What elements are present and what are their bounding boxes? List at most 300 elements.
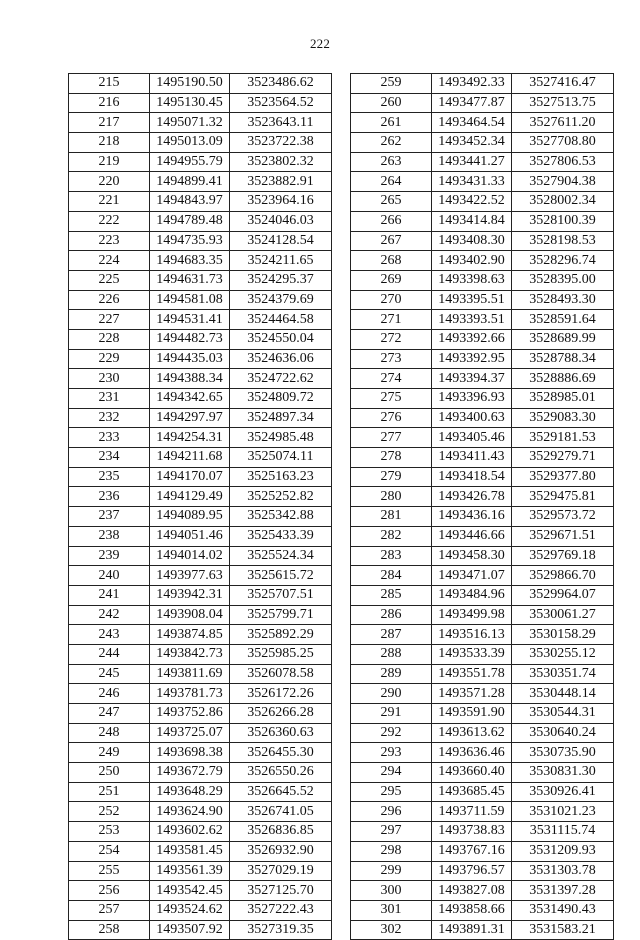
point-number-cell: 245 (69, 664, 150, 684)
point-number-cell: 282 (351, 526, 432, 546)
y-coordinate-cell: 3525985.25 (230, 644, 332, 664)
table-row (69, 625, 332, 645)
point-number-cell: 283 (351, 546, 432, 566)
x-coordinate-cell: 1493767.16 (432, 841, 512, 861)
x-coordinate-cell: 1493624.90 (150, 802, 230, 822)
point-number-cell: 269 (351, 270, 432, 290)
point-number-cell: 215 (69, 74, 150, 94)
x-coordinate-cell: 1493602.62 (150, 822, 230, 842)
y-coordinate-cell: 3524809.72 (230, 389, 332, 409)
y-coordinate-cell: 3527513.75 (512, 93, 614, 113)
table-row (69, 585, 332, 605)
table-row (69, 231, 332, 251)
y-coordinate-cell: 3529475.81 (512, 487, 614, 507)
point-number-cell: 258 (69, 920, 150, 940)
table-row (69, 881, 332, 901)
x-coordinate-cell: 1494735.93 (150, 231, 230, 251)
table-row (351, 743, 614, 763)
point-number-cell: 260 (351, 93, 432, 113)
x-coordinate-cell: 1493752.86 (150, 704, 230, 724)
x-coordinate-cell: 1494051.46 (150, 526, 230, 546)
x-coordinate-cell: 1493858.66 (432, 900, 512, 920)
x-coordinate-cell: 1493516.13 (432, 625, 512, 645)
table-row (351, 290, 614, 310)
table-row (351, 644, 614, 664)
y-coordinate-cell: 3525707.51 (230, 585, 332, 605)
y-coordinate-cell: 3523486.62 (230, 74, 332, 94)
y-coordinate-cell: 3523882.91 (230, 172, 332, 192)
point-number-cell: 238 (69, 526, 150, 546)
point-number-cell: 276 (351, 408, 432, 428)
y-coordinate-cell: 3530255.12 (512, 644, 614, 664)
point-number-cell: 237 (69, 507, 150, 527)
table-row (351, 113, 614, 133)
point-number-cell: 222 (69, 211, 150, 231)
x-coordinate-cell: 1493446.66 (432, 526, 512, 546)
table-row (351, 329, 614, 349)
x-coordinate-cell: 1493874.85 (150, 625, 230, 645)
table-row (69, 389, 332, 409)
table-row (69, 74, 332, 94)
y-coordinate-cell: 3524464.58 (230, 310, 332, 330)
x-coordinate-cell: 1493698.38 (150, 743, 230, 763)
y-coordinate-cell: 3525615.72 (230, 566, 332, 586)
x-coordinate-cell: 1494843.97 (150, 192, 230, 212)
y-coordinate-cell: 3528100.39 (512, 211, 614, 231)
table-row (69, 310, 332, 330)
table-row (69, 211, 332, 231)
table-row (351, 566, 614, 586)
y-coordinate-cell: 3527611.20 (512, 113, 614, 133)
x-coordinate-cell: 1493396.93 (432, 389, 512, 409)
x-coordinate-cell: 1493551.78 (432, 664, 512, 684)
table-row (351, 231, 614, 251)
point-number-cell: 252 (69, 802, 150, 822)
x-coordinate-cell: 1493418.54 (432, 467, 512, 487)
point-number-cell: 224 (69, 251, 150, 271)
point-number-cell: 301 (351, 900, 432, 920)
point-number-cell: 246 (69, 684, 150, 704)
table-row (69, 133, 332, 153)
table-row (69, 329, 332, 349)
y-coordinate-cell: 3529279.71 (512, 448, 614, 468)
x-coordinate-cell: 1494631.73 (150, 270, 230, 290)
point-number-cell: 265 (351, 192, 432, 212)
table-row (351, 251, 614, 271)
point-number-cell: 255 (69, 861, 150, 881)
point-number-cell: 226 (69, 290, 150, 310)
y-coordinate-cell: 3525433.39 (230, 526, 332, 546)
table-row (351, 192, 614, 212)
x-coordinate-cell: 1493477.87 (432, 93, 512, 113)
coordinates-table-right-body (351, 74, 614, 940)
y-coordinate-cell: 3528002.34 (512, 192, 614, 212)
y-coordinate-cell: 3528788.34 (512, 349, 614, 369)
x-coordinate-cell: 1494435.03 (150, 349, 230, 369)
table-row (351, 605, 614, 625)
point-number-cell: 261 (351, 113, 432, 133)
y-coordinate-cell: 3524046.03 (230, 211, 332, 231)
x-coordinate-cell: 1493842.73 (150, 644, 230, 664)
x-coordinate-cell: 1494388.34 (150, 369, 230, 389)
y-coordinate-cell: 3531303.78 (512, 861, 614, 881)
table-row (351, 133, 614, 153)
x-coordinate-cell: 1493458.30 (432, 546, 512, 566)
y-coordinate-cell: 3528395.00 (512, 270, 614, 290)
table-row (351, 704, 614, 724)
x-coordinate-cell: 1493441.27 (432, 152, 512, 172)
table-row (69, 743, 332, 763)
table-row (69, 448, 332, 468)
table-row (351, 428, 614, 448)
y-coordinate-cell: 3529181.53 (512, 428, 614, 448)
point-number-cell: 254 (69, 841, 150, 861)
table-row (69, 507, 332, 527)
y-coordinate-cell: 3531115.74 (512, 822, 614, 842)
table-row (351, 74, 614, 94)
point-number-cell: 249 (69, 743, 150, 763)
table-row (69, 251, 332, 271)
coordinates-table-left-body (69, 74, 332, 940)
table-row (351, 546, 614, 566)
table-row (69, 841, 332, 861)
x-coordinate-cell: 1493648.29 (150, 782, 230, 802)
table-row (351, 408, 614, 428)
point-number-cell: 220 (69, 172, 150, 192)
y-coordinate-cell: 3524295.37 (230, 270, 332, 290)
y-coordinate-cell: 3529866.70 (512, 566, 614, 586)
point-number-cell: 280 (351, 487, 432, 507)
point-number-cell: 243 (69, 625, 150, 645)
y-coordinate-cell: 3523564.52 (230, 93, 332, 113)
table-row (69, 605, 332, 625)
point-number-cell: 281 (351, 507, 432, 527)
point-number-cell: 268 (351, 251, 432, 271)
table-row (351, 93, 614, 113)
table-row (351, 369, 614, 389)
point-number-cell: 298 (351, 841, 432, 861)
x-coordinate-cell: 1493431.33 (432, 172, 512, 192)
point-number-cell: 286 (351, 605, 432, 625)
table-row (69, 349, 332, 369)
y-coordinate-cell: 3531397.28 (512, 881, 614, 901)
y-coordinate-cell: 3528296.74 (512, 251, 614, 271)
y-coordinate-cell: 3526645.52 (230, 782, 332, 802)
point-number-cell: 300 (351, 881, 432, 901)
x-coordinate-cell: 1493507.92 (150, 920, 230, 940)
point-number-cell: 239 (69, 546, 150, 566)
x-coordinate-cell: 1493533.39 (432, 644, 512, 664)
point-number-cell: 223 (69, 231, 150, 251)
table-row (351, 920, 614, 940)
point-number-cell: 295 (351, 782, 432, 802)
y-coordinate-cell: 3524897.34 (230, 408, 332, 428)
table-row (69, 723, 332, 743)
point-number-cell: 262 (351, 133, 432, 153)
y-coordinate-cell: 3528689.99 (512, 329, 614, 349)
y-coordinate-cell: 3530448.14 (512, 684, 614, 704)
point-number-cell: 248 (69, 723, 150, 743)
point-number-cell: 275 (351, 389, 432, 409)
table-row (351, 310, 614, 330)
point-number-cell: 292 (351, 723, 432, 743)
x-coordinate-cell: 1493492.33 (432, 74, 512, 94)
point-number-cell: 217 (69, 113, 150, 133)
point-number-cell: 270 (351, 290, 432, 310)
table-row (351, 270, 614, 290)
point-number-cell: 287 (351, 625, 432, 645)
x-coordinate-cell: 1493436.16 (432, 507, 512, 527)
table-row (351, 664, 614, 684)
x-coordinate-cell: 1493499.98 (432, 605, 512, 625)
table-row (69, 763, 332, 783)
point-number-cell: 235 (69, 467, 150, 487)
point-number-cell: 267 (351, 231, 432, 251)
x-coordinate-cell: 1493891.31 (432, 920, 512, 940)
point-number-cell: 240 (69, 566, 150, 586)
table-row (69, 270, 332, 290)
x-coordinate-cell: 1495071.32 (150, 113, 230, 133)
y-coordinate-cell: 3529769.18 (512, 546, 614, 566)
x-coordinate-cell: 1494129.49 (150, 487, 230, 507)
x-coordinate-cell: 1493796.57 (432, 861, 512, 881)
x-coordinate-cell: 1493613.62 (432, 723, 512, 743)
x-coordinate-cell: 1495130.45 (150, 93, 230, 113)
point-number-cell: 294 (351, 763, 432, 783)
y-coordinate-cell: 3531490.43 (512, 900, 614, 920)
page-number: 222 (309, 36, 331, 51)
y-coordinate-cell: 3526360.63 (230, 723, 332, 743)
point-number-cell: 241 (69, 585, 150, 605)
x-coordinate-cell: 1493738.83 (432, 822, 512, 842)
point-number-cell: 242 (69, 605, 150, 625)
y-coordinate-cell: 3529083.30 (512, 408, 614, 428)
y-coordinate-cell: 3526741.05 (230, 802, 332, 822)
table-row (69, 467, 332, 487)
y-coordinate-cell: 3529671.51 (512, 526, 614, 546)
table-row (69, 408, 332, 428)
x-coordinate-cell: 1493414.84 (432, 211, 512, 231)
x-coordinate-cell: 1494014.02 (150, 546, 230, 566)
table-row (69, 487, 332, 507)
table-row (69, 822, 332, 842)
x-coordinate-cell: 1493660.40 (432, 763, 512, 783)
y-coordinate-cell: 3524985.48 (230, 428, 332, 448)
table-row (351, 822, 614, 842)
table-row (69, 369, 332, 389)
point-number-cell: 277 (351, 428, 432, 448)
point-number-cell: 256 (69, 881, 150, 901)
y-coordinate-cell: 3529377.80 (512, 467, 614, 487)
x-coordinate-cell: 1493426.78 (432, 487, 512, 507)
table-row (351, 782, 614, 802)
table-row (351, 723, 614, 743)
x-coordinate-cell: 1494342.65 (150, 389, 230, 409)
y-coordinate-cell: 3523964.16 (230, 192, 332, 212)
x-coordinate-cell: 1494297.97 (150, 408, 230, 428)
x-coordinate-cell: 1493524.62 (150, 900, 230, 920)
x-coordinate-cell: 1493395.51 (432, 290, 512, 310)
table-row (351, 684, 614, 704)
y-coordinate-cell: 3530351.74 (512, 664, 614, 684)
point-number-cell: 257 (69, 900, 150, 920)
table-row (69, 900, 332, 920)
x-coordinate-cell: 1493405.46 (432, 428, 512, 448)
coordinates-table-left (68, 73, 332, 940)
point-number-cell: 284 (351, 566, 432, 586)
x-coordinate-cell: 1494170.07 (150, 467, 230, 487)
y-coordinate-cell: 3531209.93 (512, 841, 614, 861)
x-coordinate-cell: 1494899.41 (150, 172, 230, 192)
y-coordinate-cell: 3530061.27 (512, 605, 614, 625)
y-coordinate-cell: 3524550.04 (230, 329, 332, 349)
y-coordinate-cell: 3523722.38 (230, 133, 332, 153)
point-number-cell: 285 (351, 585, 432, 605)
y-coordinate-cell: 3528591.64 (512, 310, 614, 330)
point-number-cell: 251 (69, 782, 150, 802)
point-number-cell: 244 (69, 644, 150, 664)
y-coordinate-cell: 3525892.29 (230, 625, 332, 645)
table-row (69, 664, 332, 684)
x-coordinate-cell: 1493571.28 (432, 684, 512, 704)
y-coordinate-cell: 3525163.23 (230, 467, 332, 487)
table-row (351, 211, 614, 231)
table-row (351, 585, 614, 605)
y-coordinate-cell: 3528985.01 (512, 389, 614, 409)
y-coordinate-cell: 3527319.35 (230, 920, 332, 940)
point-number-cell: 266 (351, 211, 432, 231)
x-coordinate-cell: 1493636.46 (432, 743, 512, 763)
y-coordinate-cell: 3530735.90 (512, 743, 614, 763)
y-coordinate-cell: 3530831.30 (512, 763, 614, 783)
point-number-cell: 273 (351, 349, 432, 369)
point-number-cell: 264 (351, 172, 432, 192)
x-coordinate-cell: 1493398.63 (432, 270, 512, 290)
table-row (351, 881, 614, 901)
table-row (69, 172, 332, 192)
point-number-cell: 293 (351, 743, 432, 763)
table-row (351, 152, 614, 172)
table-row (69, 526, 332, 546)
x-coordinate-cell: 1493942.31 (150, 585, 230, 605)
x-coordinate-cell: 1494254.31 (150, 428, 230, 448)
table-row (351, 507, 614, 527)
point-number-cell: 291 (351, 704, 432, 724)
table-row (69, 644, 332, 664)
y-coordinate-cell: 3524722.62 (230, 369, 332, 389)
table-row (351, 448, 614, 468)
table-row (351, 841, 614, 861)
table-row (69, 113, 332, 133)
x-coordinate-cell: 1493581.45 (150, 841, 230, 861)
table-row (351, 467, 614, 487)
point-number-cell: 272 (351, 329, 432, 349)
x-coordinate-cell: 1493394.37 (432, 369, 512, 389)
x-coordinate-cell: 1494482.73 (150, 329, 230, 349)
y-coordinate-cell: 3531021.23 (512, 802, 614, 822)
point-number-cell: 219 (69, 152, 150, 172)
point-number-cell: 218 (69, 133, 150, 153)
x-coordinate-cell: 1494581.08 (150, 290, 230, 310)
y-coordinate-cell: 3525074.11 (230, 448, 332, 468)
x-coordinate-cell: 1493452.34 (432, 133, 512, 153)
table-row (69, 428, 332, 448)
point-number-cell: 221 (69, 192, 150, 212)
y-coordinate-cell: 3529573.72 (512, 507, 614, 527)
table-row (69, 684, 332, 704)
x-coordinate-cell: 1493725.07 (150, 723, 230, 743)
x-coordinate-cell: 1493471.07 (432, 566, 512, 586)
point-number-cell: 233 (69, 428, 150, 448)
y-coordinate-cell: 3527708.80 (512, 133, 614, 153)
x-coordinate-cell: 1493672.79 (150, 763, 230, 783)
x-coordinate-cell: 1493422.52 (432, 192, 512, 212)
x-coordinate-cell: 1493685.45 (432, 782, 512, 802)
y-coordinate-cell: 3525799.71 (230, 605, 332, 625)
x-coordinate-cell: 1494531.41 (150, 310, 230, 330)
y-coordinate-cell: 3530926.41 (512, 782, 614, 802)
point-number-cell: 236 (69, 487, 150, 507)
y-coordinate-cell: 3525524.34 (230, 546, 332, 566)
y-coordinate-cell: 3527904.38 (512, 172, 614, 192)
table-row (351, 802, 614, 822)
point-number-cell: 263 (351, 152, 432, 172)
x-coordinate-cell: 1493464.54 (432, 113, 512, 133)
y-coordinate-cell: 3526266.28 (230, 704, 332, 724)
y-coordinate-cell: 3527125.70 (230, 881, 332, 901)
y-coordinate-cell: 3525342.88 (230, 507, 332, 527)
x-coordinate-cell: 1493542.45 (150, 881, 230, 901)
point-number-cell: 234 (69, 448, 150, 468)
point-number-cell: 225 (69, 270, 150, 290)
table-row (351, 349, 614, 369)
x-coordinate-cell: 1495013.09 (150, 133, 230, 153)
point-number-cell: 297 (351, 822, 432, 842)
point-number-cell: 274 (351, 369, 432, 389)
y-coordinate-cell: 3526550.26 (230, 763, 332, 783)
point-number-cell: 250 (69, 763, 150, 783)
y-coordinate-cell: 3529964.07 (512, 585, 614, 605)
point-number-cell: 229 (69, 349, 150, 369)
x-coordinate-cell: 1493908.04 (150, 605, 230, 625)
table-row (351, 526, 614, 546)
table-row (69, 93, 332, 113)
x-coordinate-cell: 1493400.63 (432, 408, 512, 428)
point-number-cell: 288 (351, 644, 432, 664)
x-coordinate-cell: 1494789.48 (150, 211, 230, 231)
table-row (351, 900, 614, 920)
point-number-cell: 289 (351, 664, 432, 684)
x-coordinate-cell: 1495190.50 (150, 74, 230, 94)
x-coordinate-cell: 1493411.43 (432, 448, 512, 468)
y-coordinate-cell: 3528886.69 (512, 369, 614, 389)
y-coordinate-cell: 3526455.30 (230, 743, 332, 763)
x-coordinate-cell: 1494211.68 (150, 448, 230, 468)
x-coordinate-cell: 1493977.63 (150, 566, 230, 586)
table-row (351, 625, 614, 645)
x-coordinate-cell: 1494089.95 (150, 507, 230, 527)
x-coordinate-cell: 1493827.08 (432, 881, 512, 901)
table-row (69, 290, 332, 310)
point-number-cell: 227 (69, 310, 150, 330)
x-coordinate-cell: 1494955.79 (150, 152, 230, 172)
table-row (69, 192, 332, 212)
x-coordinate-cell: 1493811.69 (150, 664, 230, 684)
x-coordinate-cell: 1493408.30 (432, 231, 512, 251)
point-number-cell: 231 (69, 389, 150, 409)
point-number-cell: 279 (351, 467, 432, 487)
point-number-cell: 271 (351, 310, 432, 330)
